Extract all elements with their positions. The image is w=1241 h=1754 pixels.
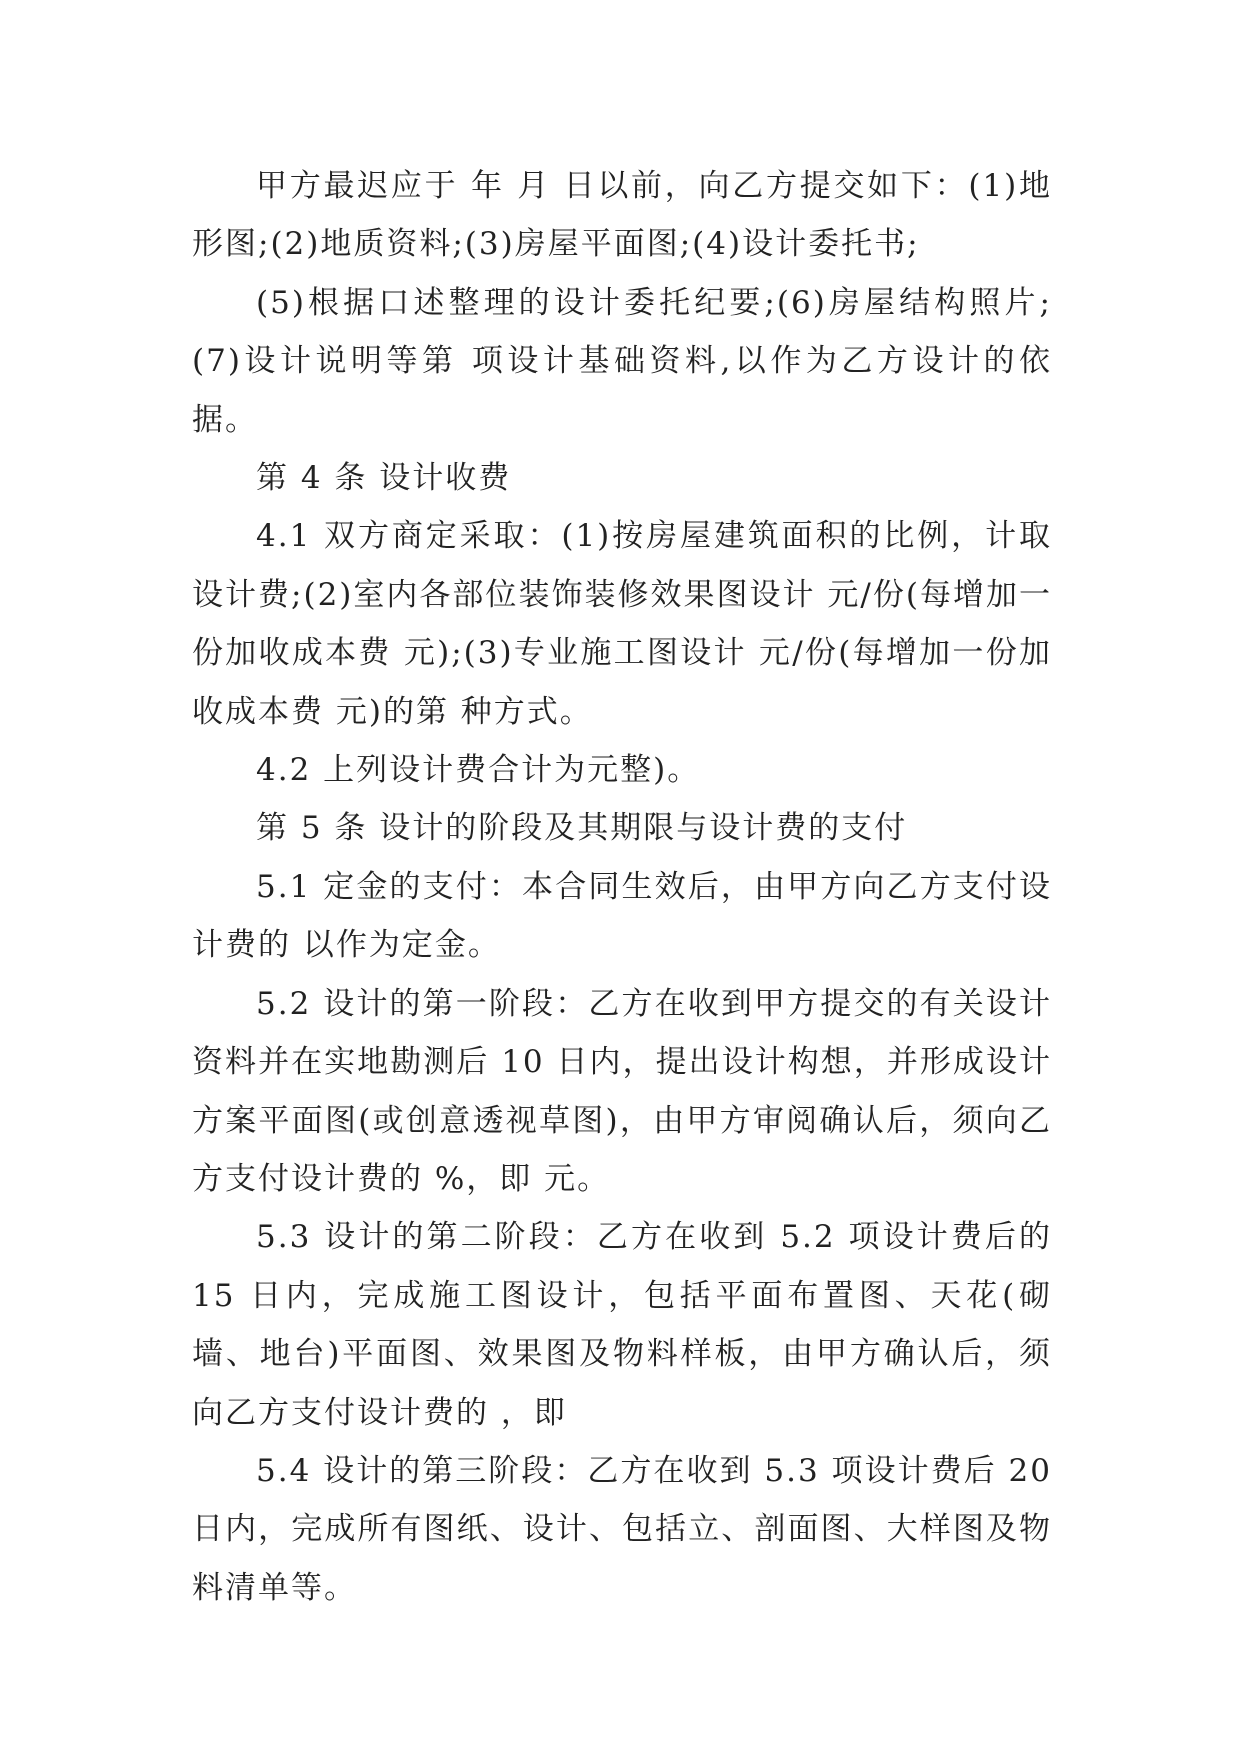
clause-5-3: 5.3 设计的第二阶段：乙方在收到 5.2 项设计费后的 15 日内，完成施工图设计，包括平面布置图、天花(砌墙、地台)平面图、效果图及物料样板，由甲方确认后，须向乙方支付设计费的 ，即 xyxy=(192,1219,1052,1431)
clause-5-2: 5.2 设计的第一阶段：乙方在收到甲方提交的有关设计资料并在实地勘测后 10 日内，提出设计构想，并形成设计方案平面图(或创意透视草图)，由甲方审阅确认后，须向乙方支付设计费的 %，即 元。 xyxy=(192,985,1052,1197)
clause-5-4: 5.4 设计的第三阶段：乙方在收到 5.3 项设计费后 20 日内，完成所有图纸、设计、包括立、剖面图、大样图及物料清单等。 xyxy=(192,1452,1052,1606)
paragraph-materials: 甲方最迟应于 年 月 日以前，向乙方提交如下：(1)地形图;(2)地质资料;(3)房屋平面图;(4)设计委托书; xyxy=(192,168,1052,263)
clause-4-1: 4.1 双方商定采取：(1)按房屋建筑面积的比例，计取设计费;(2)室内各部位装饰装修效果图设计 元/份(每增加一份加收成本费 元);(3)专业施工图设计 元/份(每增加一份加收成本费 元)的第 种方式。 xyxy=(192,518,1052,730)
clause-5-1: 5.1 定金的支付：本合同生效后，由甲方向乙方支付设计费的 以作为定金。 xyxy=(192,868,1052,964)
article-4-heading: 第 4 条 设计收费 xyxy=(256,460,512,497)
article-5-heading: 第 5 条 设计的阶段及其期限与设计费的支付 xyxy=(256,810,908,847)
clause-4-2: 4.2 上列设计费合计为元整)。 xyxy=(256,752,701,789)
paragraph-materials-continued: (5)根据口述整理的设计委托纪要;(6)房屋结构照片;(7)设计说明等第 项设计基础资料,以作为乙方设计的依据。 xyxy=(192,284,1052,438)
document-body xyxy=(192,157,1052,1617)
